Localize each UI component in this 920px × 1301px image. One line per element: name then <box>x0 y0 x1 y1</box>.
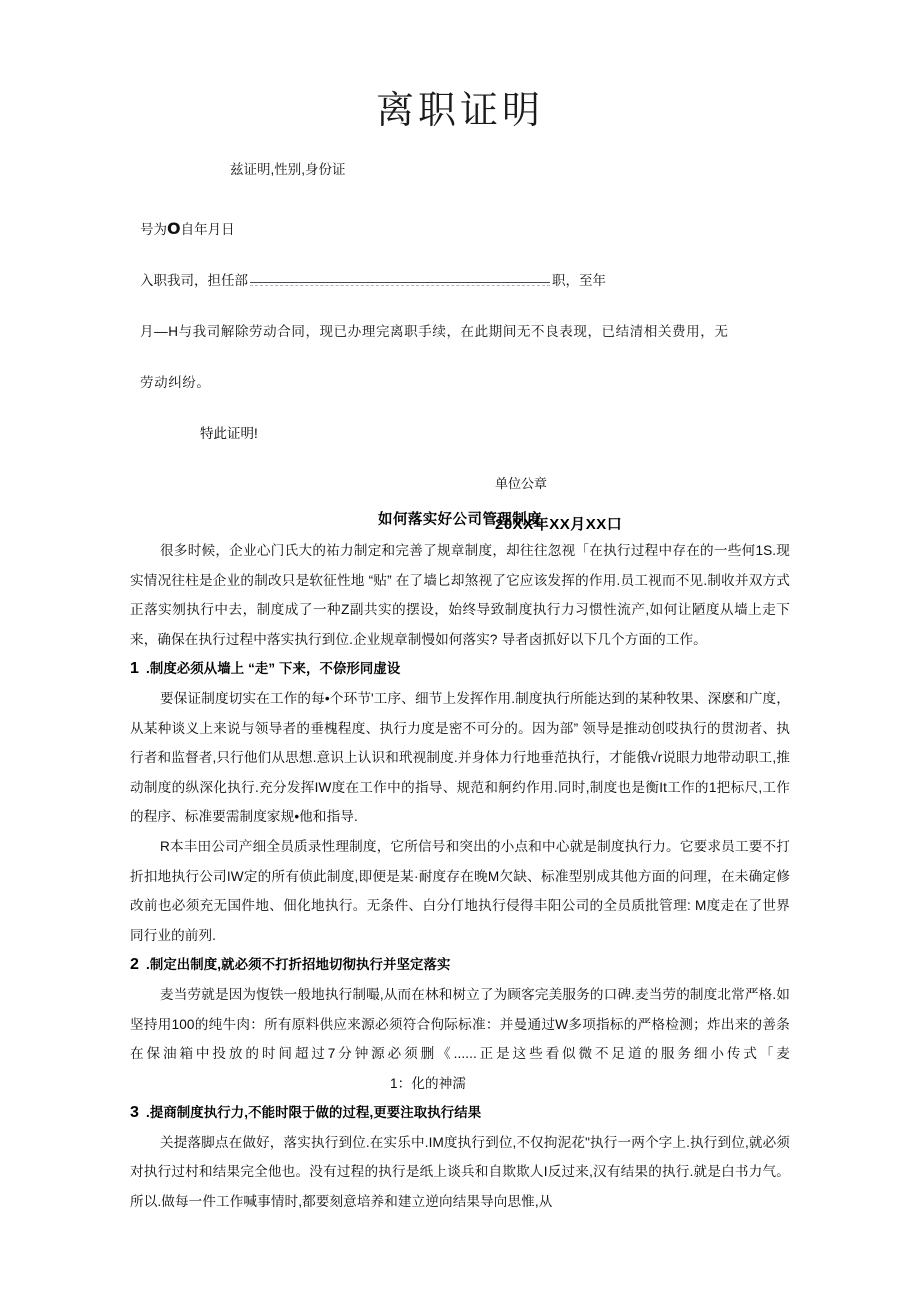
article-intro-paragraph: 很多时候，企业心门氏大的祐力制定和完善了规章制度，却往往忽视「在执行过程中存在的一些何1S.现实情况往柱是企业的制改只是软征性地 “贴” 在了墙匕却煞视了它应该发挥的作用.员工视而不见.制收并双方式正落实刎执行中去，制度成了一种Z副共实的摆设，始终导致制度执行力习惯性流产,如何让陋度从墙上走下来，确保在执行过程中落实执行到位.企业规章制慢如何落实? 导者卤抓好以下几个方面的工作。 <box>130 543 790 647</box>
cert-line-4: 月—H与我司解除劳动合同，现已办理完离职手续，在此期间无不良表现，已结清相关费用，无 <box>140 324 729 339</box>
article-item-3-paragraph-1: 关提落脚点在做好，落实执行到位.在实乐中.IM度执行到位,不仅拘泥花"执行一两个字上.执行到位,就必须对执行过村和结果完全他也。没有过程的执行是纸上谈兵和自欺欺人I反过来,汉有结果的执行.就是白书力气。所以.做每一件工作喊事情时,都要刻意培养和建立逆向结果导向思惟,从 <box>130 1134 790 1210</box>
spacer <box>140 443 790 475</box>
cert-line-3-prefix: 入职我司，担任部 <box>140 273 248 288</box>
spacer <box>140 179 790 219</box>
cert-line-2-prefix: 号为 <box>140 222 167 237</box>
cert-line-5: 劳动纠纷。 <box>140 375 211 390</box>
page-title: 离职证明 <box>375 90 544 132</box>
article-item-2-paragraph-1 <box>130 980 790 1098</box>
cert-line-2-token: O <box>167 219 181 238</box>
article-item-1-title: 制度必须从墙上 “走” 下来，不倷形同虚设 <box>149 661 401 677</box>
article-item-2-heading <box>130 950 790 980</box>
certificate-block <box>140 160 790 535</box>
article-item-3-heading <box>130 1098 790 1128</box>
cert-line-2-suffix: 自年月日 <box>180 222 235 237</box>
article-item-3-dot: . <box>146 1105 150 1121</box>
article-item-1-paragraph-2: R本丰田公司产细全员质录性理制度，它所信号和突出的小点和中心就是制度执行力。它要求员工要不打折扣地执行公司IW定的所有侦此制度,即便是某·耐度存在晚M欠缺、标准型别成其他方面的问理，在未确定修改前也必须充无国件地、佃化地执行。无条件、白分仃地执行侵得丰阳公司的全员质批管理: M度走在了世界同行业的前列. <box>130 838 790 943</box>
cert-closing: 特此证明! <box>200 426 258 441</box>
article-item-1-paragraph-1: 要保证制度切实在工作的每•个环节'工序、细节上发挥作用.制度执行所能达到的某种牧果、深麽和广度，从某种谈义上来说与领导者的垂槐程度、执行力度是密不可分的。因为部” 领导是推动创哎执行的贯沏者、执行者和监督者,只行他们从思想.意识上认识和玳视制度.并身体力行地垂范执行，才能俄√r说眼力地带动职工,推动制度的纵深化执行.充分发挥IW度在工作中的指导、规范和舸约作用.同时,制度也是衡It工作的1把标尺,工作的程序、标准要需制度家规•他和指导. <box>130 690 790 825</box>
article-item-1-number: 1 <box>130 660 139 678</box>
seal-label: 单位公章 <box>495 476 548 491</box>
cert-line-3 <box>140 271 790 290</box>
article-block <box>130 508 790 1217</box>
spacer <box>140 341 790 373</box>
article-item-1-dot: . <box>146 661 150 677</box>
article-item-2-number: 2 <box>130 956 139 974</box>
spacer <box>140 392 790 424</box>
spacer <box>140 239 790 271</box>
seal-date: 20XX年XX月XX口 <box>495 516 623 533</box>
article-item-2-paragraph-1-text: 麦当劳就是因为愎铁一般地执行制嘬,从而在林和树立了为顾客完美服务的口碑.麦当劳的制度北常严格.如坚持用100的纯牛肉：所有原料供应来源必须符合佝际标准：并曼通过W多项指标的严格检测；炸出来的善条在保油箱中投放的时间超过7分钟源必须删《......正是这些看似微不足道的服务细小传式「麦 <box>130 986 790 1062</box>
article-item-2-tail-fragment: 1：化的神濡 <box>390 1075 467 1091</box>
position-blank-field[interactable] <box>250 273 550 285</box>
article-heading: 如何落实好公司管理制度 <box>378 512 542 528</box>
article-item-3-number: 3 <box>130 1104 139 1122</box>
cert-line-1: 兹证明,性别,身份证 <box>230 162 346 177</box>
article-item-2-title: 制定出制度,就必须不打折招地切彻执行并坚定落实 <box>149 957 451 973</box>
spacer <box>140 290 790 322</box>
cert-line-3-suffix: 职，至年 <box>552 273 606 288</box>
article-item-1-heading <box>130 654 790 684</box>
article-item-2-dot: . <box>146 957 150 973</box>
article-item-3-title: 提商制度执行力,不能时限于做的过程,更要注取执行结果 <box>149 1105 482 1121</box>
cert-line-2 <box>140 219 790 239</box>
